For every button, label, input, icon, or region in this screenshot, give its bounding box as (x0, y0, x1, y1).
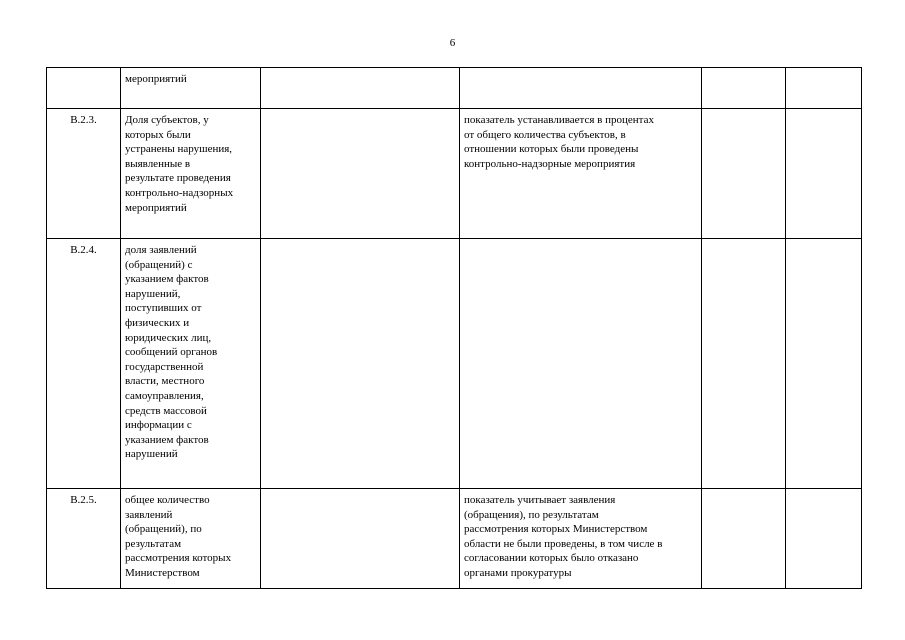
page-number: 6 (449, 37, 456, 49)
row-col6 (786, 489, 862, 589)
table-row (47, 489, 862, 589)
row-col6 (786, 68, 862, 109)
row-code: В.2.4. (47, 239, 121, 489)
row-name (121, 68, 261, 109)
table-row (47, 239, 862, 489)
row-note: показатель учитывает заявления (обращения), по результатам рассмотрения которых Министерством области не были проведены, в том числе в согласовании которых было отказано органами прокуратуры (460, 489, 702, 589)
indicators-table (46, 67, 862, 589)
row-code: В.2.3. (47, 109, 121, 239)
row-code: В.2.5. (47, 489, 121, 589)
row-note: показатель устанавливается в процентах от общего количества субъектов, в отношении которых были проведены контрольно-надзорные мероприятия (460, 109, 702, 239)
row-col5 (702, 239, 786, 489)
row-name (121, 239, 261, 489)
row-col5 (702, 109, 786, 239)
table-row (47, 109, 862, 239)
row-name-text: Доля субъектов, у которых были устранены нарушения, выявленные в результате проведения контрольно-надзорных мероприятий (125, 114, 234, 214)
row-name (121, 489, 261, 589)
row-col6 (786, 239, 862, 489)
row-note (460, 68, 702, 109)
row-col5 (702, 68, 786, 109)
row-name-text: доля заявлений (обращений) с указанием фактов нарушений, поступивших от физических и юридических лиц, сообщений органов государственной власти, местного самоуправления, средств массовой информации с указанием фактов нарушений (125, 244, 218, 461)
table-row (47, 68, 862, 109)
row-name-text: общее количество заявлений (обращений), по результатам рассмотрения которых Министерством (125, 494, 232, 579)
row-col3 (261, 489, 460, 589)
row-col3 (261, 68, 460, 109)
row-name-text: мероприятий (125, 73, 187, 85)
row-code (47, 68, 121, 109)
row-col3 (261, 109, 460, 239)
row-col3 (261, 239, 460, 489)
row-col5 (702, 489, 786, 589)
row-note (460, 239, 702, 489)
row-name (121, 109, 261, 239)
row-col6 (786, 109, 862, 239)
